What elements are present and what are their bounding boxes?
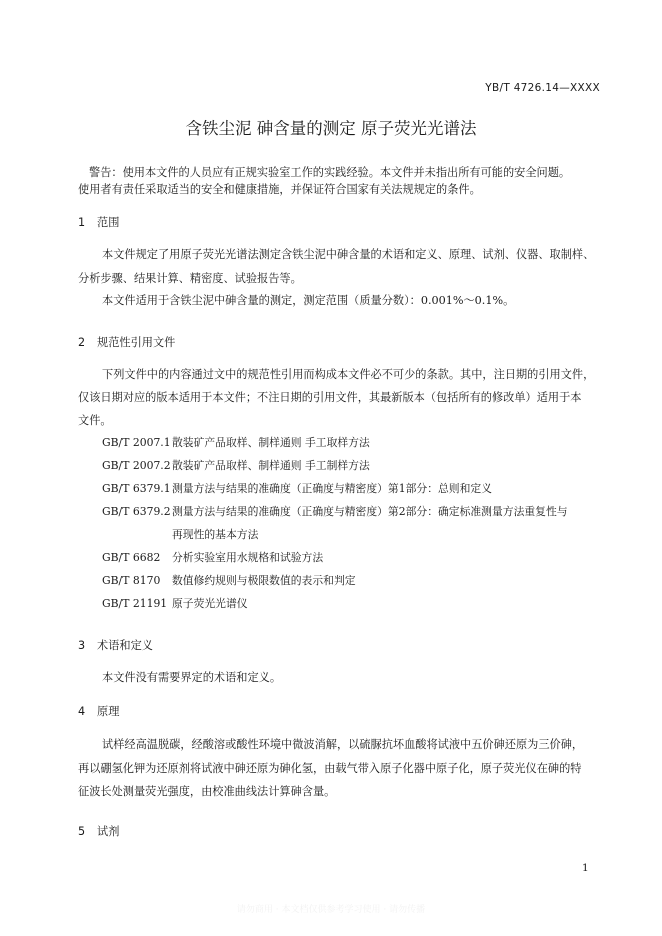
principle-line-1: 试样经高温脱碳，经酸溶或酸性环境中微波消解，以硫脲抗坏血酸将试液中五价砷还原为三价砷，	[102, 738, 584, 751]
reference-title: 分析实验室用水规格和试验方法	[172, 551, 324, 564]
reference-item	[102, 481, 492, 496]
section-title: 原理	[97, 705, 120, 718]
section-heading-5	[78, 823, 119, 839]
principle-line-2: 再以硼氢化钾为还原剂将试液中砷还原为砷化氢，由载气带入原子化器中原子化，原子荧光仪在砷的特	[78, 762, 582, 775]
reference-code: GB/T 2007.1	[102, 436, 171, 449]
scope-paragraph-1-line-2: 分析步骤、结果计算、精密度、试验报告等。	[78, 272, 302, 285]
reference-title: 测量方法与结果的准确度（正确度与精密度）第2部分：确定标准测量方法重复性与	[172, 505, 568, 518]
reference-title: 测量方法与结果的准确度（正确度与精密度）第1部分：总则和定义	[172, 482, 492, 495]
scope-paragraph-2: 本文件适用于含铁尘泥中砷含量的测定，测定范围（质量分数）：0.001%～0.1%。	[102, 294, 515, 307]
warning-line-2: 使用者有责任采取适当的安全和健康措施，并保证符合国家有关法规规定的条件。	[78, 183, 481, 196]
document-title: 含铁尘泥 砷含量的测定 原子荧光光谱法	[185, 119, 477, 138]
section-number: 3	[78, 639, 86, 652]
reference-code: GB/T 8170	[102, 574, 161, 587]
reference-code: GB/T 6379.2	[102, 505, 171, 518]
reference-code: GB/T 6682	[102, 551, 161, 564]
reference-code: GB/T 2007.2	[102, 459, 171, 472]
scope-paragraph-1-line-1: 本文件规定了用原子荧光光谱法测定含铁尘泥中砷含量的术语和定义、原理、试剂、仪器、取制样、	[102, 248, 595, 261]
reference-code: GB/T 6379.1	[102, 482, 171, 495]
reference-title: 散装矿产品取样、制样通则 手工制样方法	[172, 459, 370, 472]
section-title: 规范性引用文件	[97, 336, 176, 349]
section-title: 范围	[97, 216, 120, 229]
section-number: 4	[78, 705, 86, 718]
terms-paragraph: 本文件没有需要界定的术语和定义。	[102, 671, 282, 684]
section-number: 1	[78, 216, 86, 229]
reference-title: 数值修约规则与极限数值的表示和判定	[172, 574, 356, 587]
section-number: 2	[78, 336, 86, 349]
normative-intro-line-1: 下列文件中的内容通过文中的规范性引用而构成本文件必不可少的条款。其中，注日期的引用文件，	[102, 368, 595, 381]
principle-line-3: 征波长处测量荧光强度，由校准曲线法计算砷含量。	[78, 785, 336, 798]
reference-item	[102, 504, 568, 519]
standard-number: YB/T 4726.14—XXXX	[485, 82, 600, 94]
section-heading-1	[78, 214, 119, 230]
reference-title: 散装矿产品取样、制样通则 手工取样方法	[172, 436, 370, 449]
warning-line-1: 警告：使用本文件的人员应有正规实验室工作的实践经验。本文件并未指出所有可能的安全问题。	[89, 166, 571, 179]
reference-item	[102, 596, 248, 611]
watermark: 请勿商用 · 本文档仅供参考学习使用 · 请勿传播	[236, 905, 426, 915]
normative-intro-line-2: 仅该日期对应的版本适用于本文件；不注日期的引用文件，其最新版本（包括所有的修改单）适用于本	[78, 391, 582, 404]
reference-item	[102, 573, 356, 588]
reference-item	[102, 458, 370, 473]
section-heading-4	[78, 703, 119, 719]
section-heading-3	[78, 637, 153, 653]
section-number: 5	[78, 825, 86, 838]
section-title: 术语和定义	[97, 639, 153, 652]
reference-item	[102, 435, 370, 450]
normative-intro-line-3: 文件。	[78, 414, 112, 427]
reference-title-continuation: 再现性的基本方法	[172, 528, 259, 541]
page-number: 1	[582, 862, 589, 874]
reference-title: 原子荧光光谱仪	[172, 597, 248, 610]
section-title: 试剂	[97, 825, 120, 838]
reference-code: GB/T 21191	[102, 597, 168, 610]
section-heading-2	[78, 334, 175, 350]
reference-item	[102, 550, 323, 565]
